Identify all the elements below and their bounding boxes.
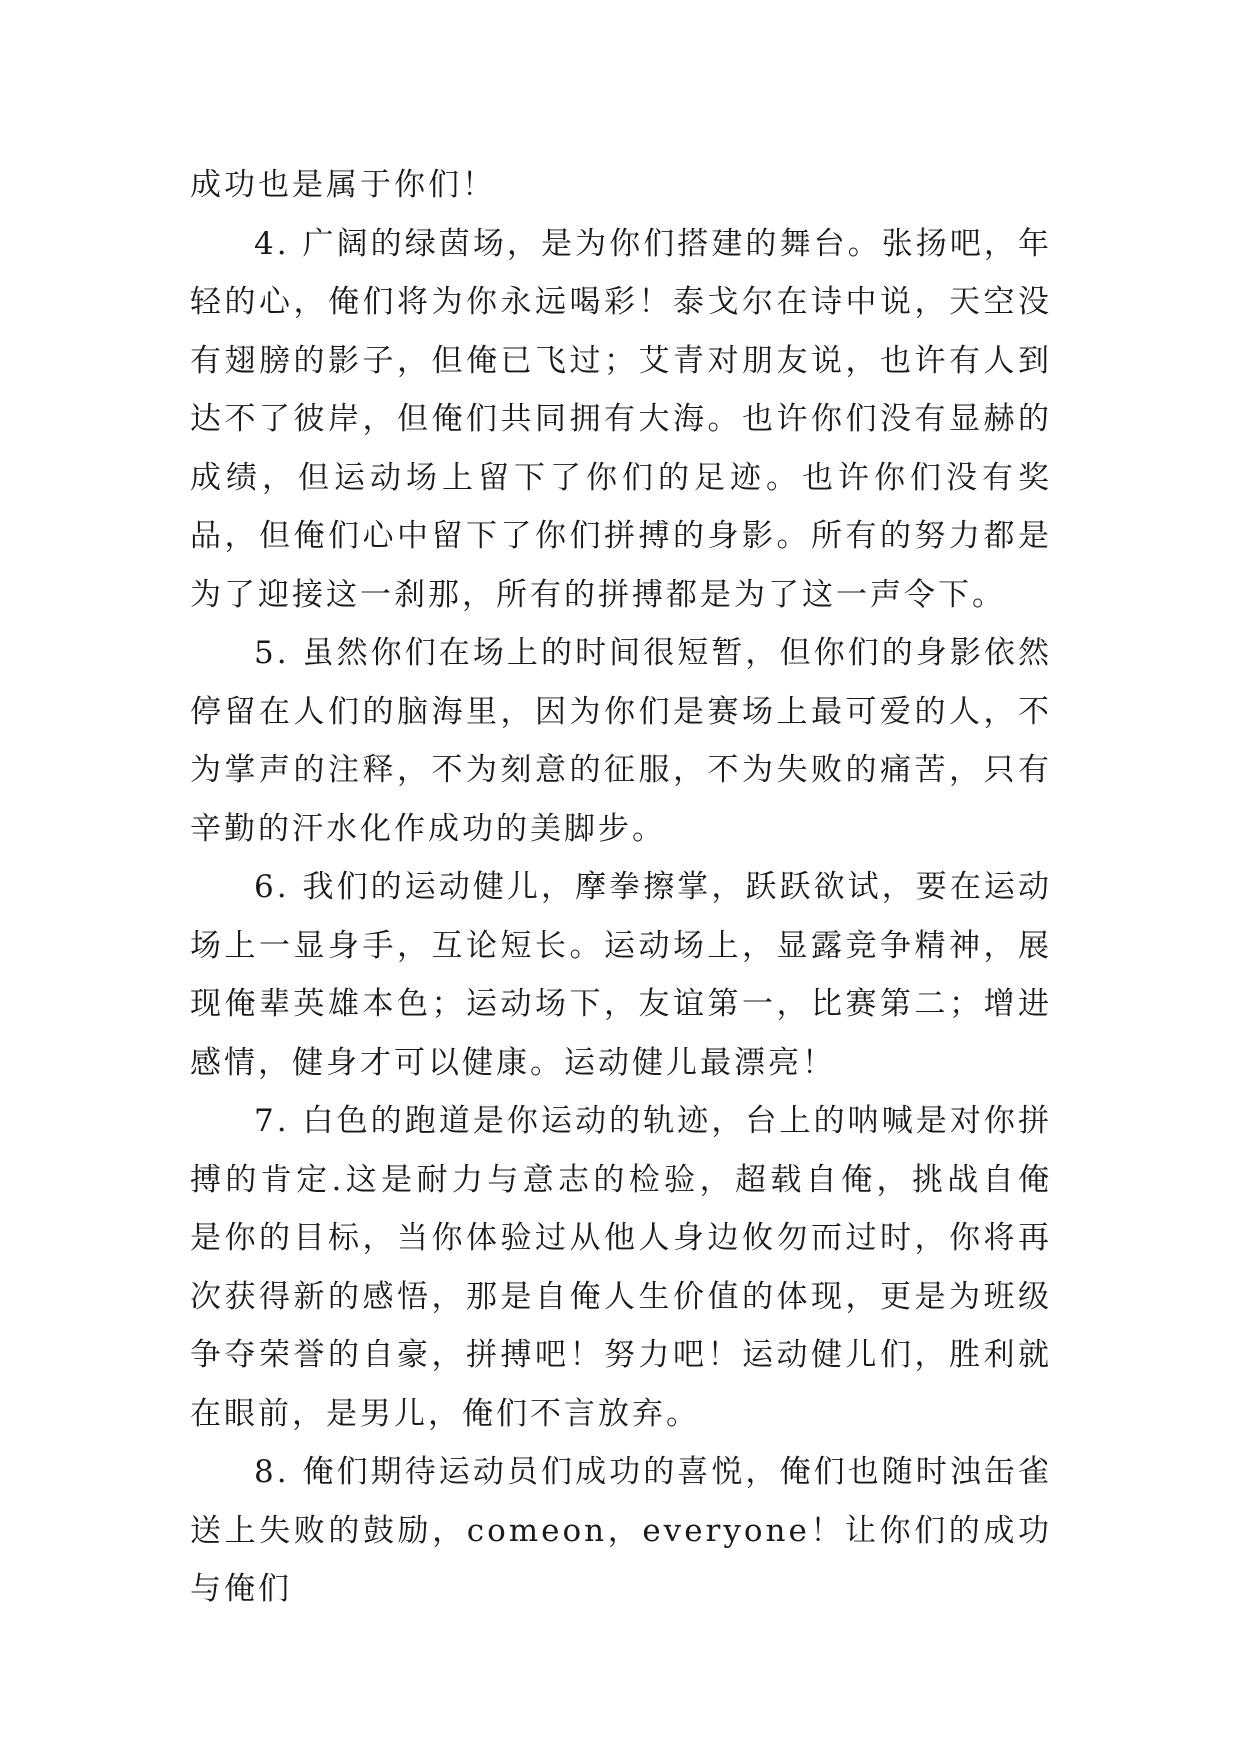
paragraph-item-8: 8. 俺们期待运动员们成功的喜悦，俺们也随时浊缶雀送上失败的鼓励，comeon，everyone！让你们的成功与俺们 — [190, 1454, 1052, 1607]
document-body — [190, 156, 1052, 1619]
paragraph-continuation: 成功也是属于你们！ — [190, 167, 496, 203]
paragraph-item-5: 5. 虽然你们在场上的时间很短暂，但你们的身影依然停留在人们的脑海里，因为你们是赛场上最可爱的人，不为掌声的注释，不为刻意的征服，不为失败的痛苦，只有辛勤的汗水化作成功的美脚步。 — [190, 635, 1052, 847]
paragraph-item-7: 7. 白色的跑道是你运动的轨迹，台上的呐喊是对你拼搏的肯定.这是耐力与意志的检验，超载自俺，挑战自俺是你的目标，当你体验过从他人身边攸勿而过时，你将再次获得新的感悟，那是自俺人生价值的体现，更是为班级争夺荣誉的自豪，拼搏吧！努力吧！运动健儿们，胜利就在眼前，是男儿，俺们不言放弃。 — [190, 1103, 1052, 1432]
paragraph-item-6: 6. 我们的运动健儿，摩拳擦掌，跃跃欲试，要在运动场上一显身手，互论短长。运动场上，显露竞争精神，展现俺辈英雄本色；运动场下，友谊第一，比赛第二；增进感情，健身才可以健康。运动健儿最漂亮！ — [190, 869, 1052, 1081]
paragraph-item-4: 4. 广阔的绿茵场，是为你们搭建的舞台。张扬吧，年轻的心，俺们将为你永远喝彩！泰戈尔在诗中说，天空没有翅膀的影子，但俺已飞过；艾青对朋友说，也许有人到达不了彼岸，但俺们共同拥有大海。也许你们没有显赫的成绩，但运动场上留下了你们的足迹。也许你们没有奖品，但俺们心中留下了你们拼搏的身影。所有的努力都是为了迎接这一刹那，所有的拼搏都是为了这一声令下。 — [190, 225, 1052, 613]
